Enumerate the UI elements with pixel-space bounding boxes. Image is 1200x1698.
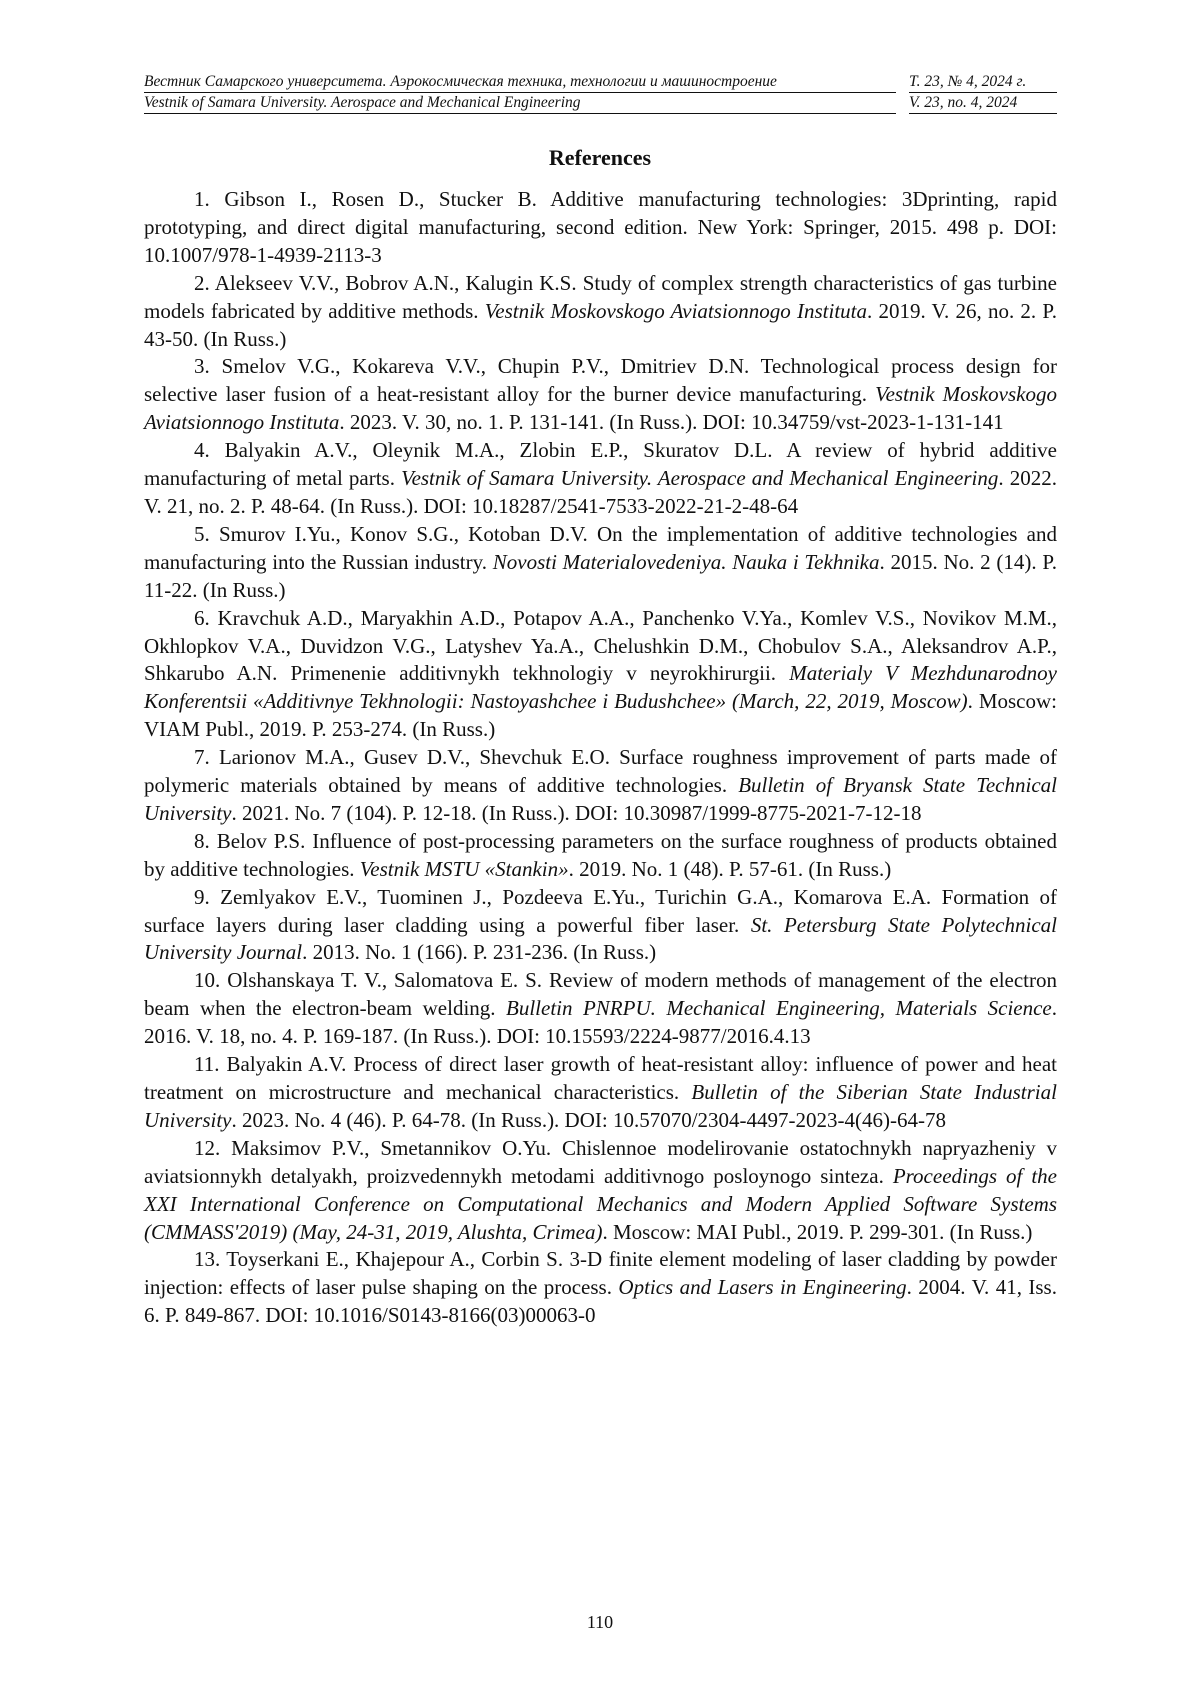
reference-item: 6. Kravchuk A.D., Maryakhin A.D., Potapov A.A., Panchenko V.Ya., Komlev V.S., Novikov M.M., Okhlopkov V.A., Duvidzon V.G., Latyshev Ya.A., Chelushkin D.M., Chobulov S.A., Aleksandrov A.P., Shkarubo A.N. Primenenie additivnykh tekhnologiy v neyrokhirurgii. Materialy V Mezhdunarodnoy Konferentsii «Additivnye Tekhnologii: Nastoyashchee i Budushchee» (March, 22, 2019, Moscow). Moscow: VIAM Publ., 2019. P. 253-274. (In Russ.) (144, 605, 1057, 745)
page-number: 110 (0, 1612, 1200, 1633)
reference-item: 12. Maksimov P.V., Smetannikov O.Yu. Chislennoe modelirovanie ostatochnykh napryazheniy v aviatsionnykh detalyakh, proizvedennykh metodami additivnogo posloynogo sinteza. Proceedings of the XXI International Conference on Computational Mechanics and Modern Applied Software Systems (CMMASS'2019) (May, 24-31, 2019, Alushta, Crimea). Moscow: MAI Publ., 2019. P. 299-301. (In Russ.) (144, 1135, 1057, 1247)
issue-en: V. 23, no. 4, 2024 (909, 93, 1057, 114)
reference-item: 11. Balyakin A.V. Process of direct laser growth of heat-resistant alloy: influence of power and heat treatment on microstructure and mechanical characteristics. Bulletin of the Siberian State Industrial University. 2023. No. 4 (46). P. 64-78. (In Russ.). DOI: 10.57070/2304-4497-2023-4(46)-64-78 (144, 1051, 1057, 1135)
section-title: References (0, 144, 1200, 172)
reference-item: 5. Smurov I.Yu., Konov S.G., Kotoban D.V. On the implementation of additive technologies and manufacturing into the Russian industry. Novosti Materialovedeniya. Nauka i Tekhnika. 2015. No. 2 (14). P. 11-22. (In Russ.) (144, 521, 1057, 605)
journal-title-en: Vestnik of Samara University. Aerospace and Mechanical Engineering (144, 93, 896, 114)
reference-item: 3. Smelov V.G., Kokareva V.V., Chupin P.V., Dmitriev D.N. Technological process design for selective laser fusion of a heat-resistant alloy for the burner device manufacturing. Vestnik Moskovskogo Aviatsionnogo Instituta. 2023. V. 30, no. 1. P. 131-141. (In Russ.). DOI: 10.34759/vst-2023-1-131-141 (144, 353, 1057, 437)
reference-list (144, 186, 1057, 1330)
header-row-en (144, 93, 1057, 114)
reference-item: 7. Larionov M.A., Gusev D.V., Shevchuk E.O. Surface roughness improvement of parts made of polymeric materials obtained by means of additive technologies. Bulletin of Bryansk State Technical University. 2021. No. 7 (104). P. 12-18. (In Russ.). DOI: 10.30987/1999-8775-2021-7-12-18 (144, 744, 1057, 828)
header-row-ru (144, 72, 1057, 93)
reference-item: 8. Belov P.S. Influence of post-processing parameters on the surface roughness of products obtained by additive technologies. Vestnik MSTU «Stankin». 2019. No. 1 (48). P. 57-61. (In Russ.) (144, 828, 1057, 884)
running-header (144, 72, 1057, 114)
reference-item: 2. Alekseev V.V., Bobrov A.N., Kalugin K.S. Study of complex strength characteristics of gas turbine models fabricated by additive methods. Vestnik Moskovskogo Aviatsionnogo Instituta. 2019. V. 26, no. 2. P. 43-50. (In Russ.) (144, 270, 1057, 354)
journal-title-ru: Вестник Самарского университета. Аэрокосмическая техника, технологии и машиностроение (144, 72, 896, 93)
reference-item: 1. Gibson I., Rosen D., Stucker B. Additive manufacturing technologies: 3Dprinting, rapid prototyping, and direct digital manufacturing, second edition. New York: Springer, 2015. 498 p. DOI: 10.1007/978-1-4939-2113-3 (144, 186, 1057, 270)
reference-item: 10. Olshanskaya T. V., Salomatova E. S. Review of modern methods of management of the electron beam when the electron-beam welding. Bulletin PNRPU. Mechanical Engineering, Materials Science. 2016. V. 18, no. 4. P. 169-187. (In Russ.). DOI: 10.15593/2224-9877/2016.4.13 (144, 967, 1057, 1051)
reference-item: 4. Balyakin A.V., Oleynik M.A., Zlobin E.P., Skuratov D.L. A review of hybrid additive manufacturing of metal parts. Vestnik of Samara University. Aerospace and Mechanical Engineering. 2022. V. 21, no. 2. P. 48-64. (In Russ.). DOI: 10.18287/2541-7533-2022-21-2-48-64 (144, 437, 1057, 521)
reference-item: 13. Toyserkani E., Khajepour A., Corbin S. 3-D finite element modeling of laser cladding by powder injection: effects of laser pulse shaping on the process. Optics and Lasers in Engineering. 2004. V. 41, Iss. 6. P. 849-867. DOI: 10.1016/S0143-8166(03)00063-0 (144, 1246, 1057, 1330)
issue-ru: Т. 23, № 4, 2024 г. (909, 72, 1057, 93)
reference-item: 9. Zemlyakov E.V., Tuominen J., Pozdeeva E.Yu., Turichin G.A., Komarova E.A. Formation of surface layers during laser cladding using a powerful fiber laser. St. Petersburg State Polytechnical University Journal. 2013. No. 1 (166). P. 231-236. (In Russ.) (144, 884, 1057, 968)
